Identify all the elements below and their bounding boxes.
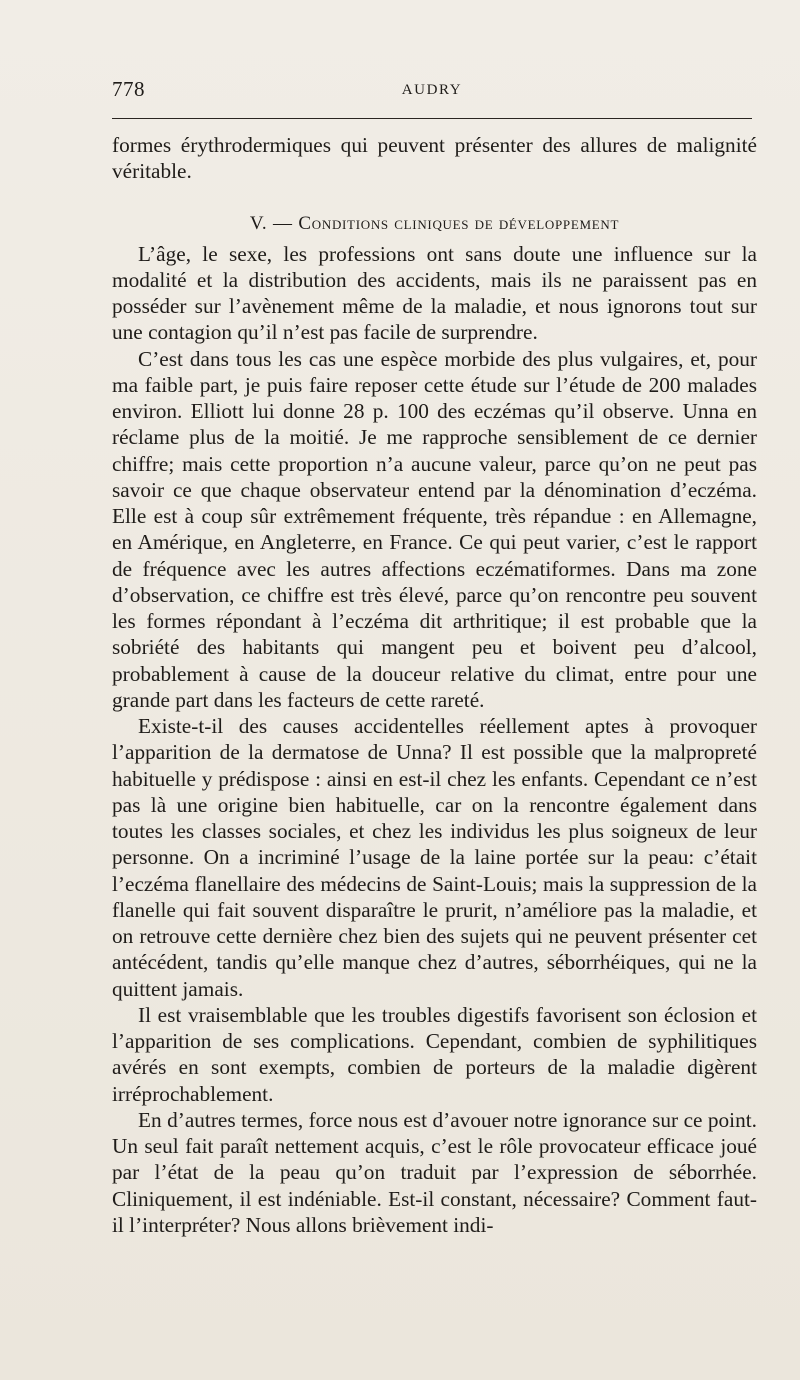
- running-head: AUDRY: [401, 82, 463, 98]
- main-text: [112, 132, 757, 1238]
- header-rule: [112, 118, 752, 119]
- continuation-paragraph: formes érythrodermiques qui peuvent présenter des allures de malignité véritable.: [112, 133, 757, 184]
- paragraph-3: Existe-t-il des causes accidentelles réellement aptes à provoquer l’apparition de la dermatose de Unna? Il est possible que la malpropreté habituelle y prédispose : ainsi en est-il chez les enfants. Cependant ce n’est pas là une origine bien habituelle, car on la rencontre également dans toutes les classes sociales, et chez les individus les plus soigneux de leur personne. On a incriminé l’usage de la laine portée sur la peau: c’était l’eczéma flanellaire des médecins de Saint-Louis; mais la suppression de la flanelle qui fait souvent disparaître le prurit, n’améliore pas la maladie, et on retrouve cette dernière chez bien des sujets qui ne peuvent présenter cet antécédent, tandis qu’elle manque chez d’autres, séborrhéiques, qui ne la quittent jamais.: [112, 714, 757, 1001]
- section-title: Conditions cliniques de développement: [298, 212, 620, 234]
- page-number: 778: [112, 77, 145, 101]
- section-heading: [112, 211, 757, 237]
- section-numeral: V. —: [249, 212, 293, 234]
- paragraph-2: C’est dans tous les cas une espèce morbide des plus vulgaires, et, pour ma faible part, je puis faire reposer cette étude sur l’étude de 200 malades environ. Elliott lui donne 28 p. 100 des eczémas qu’il observe. Unna en réclame plus de la moitié. Je me rapproche sensiblement de ce dernier chiffre; mais cette proportion n’a aucune valeur, parce qu’on ne peut pas savoir ce que chaque observateur entend par la dénomination d’eczéma. Elle est à coup sûr extrêmement fréquente, très répandue : en Allemagne, en Amérique, en Angleterre, en France. Ce qui peut varier, c’est le rapport de fréquence avec les autres affections eczématiformes. Dans ma zone d’observation, ce chiffre est très élevé, parce qu’on rencontre peu souvent les formes répondant à l’eczéma dit arthritique; il est probable que la sobriété des habitants qui mangent peu et boivent peu d’alcool, probablement à cause de la douceur relative du climat, entre pour une grande part dans les facteurs de cette rareté.: [112, 346, 757, 712]
- page-header: [112, 74, 752, 108]
- paragraph-4: Il est vraisemblable que les troubles digestifs favorisent son éclosion et l’apparition de ses complications. Cependant, combien de syphilitiques avérés en sont exempts, combien de porteurs de la maladie digèrent irréprochablement.: [112, 1002, 757, 1106]
- paragraph-1: L’âge, le sexe, les professions ont sans doute une influence sur la modalité et la distribution des accidents, mais ils ne paraissent pas en posséder sur l’avènement même de la maladie, et nous ignorons tout sur une contagion qu’il n’est pas facile de surprendre.: [112, 241, 757, 345]
- paragraph-5: En d’autres termes, force nous est d’avouer notre ignorance sur ce point. Un seul fait paraît nettement acquis, c’est le rôle provocateur efficace joué par l’état de la peau qu’on traduit par l’expression de séborrhée. Cliniquement, il est indéniable. Est-il constant, nécessaire? Comment faut-il l’interpréter? Nous allons brièvement indi-: [112, 1107, 757, 1237]
